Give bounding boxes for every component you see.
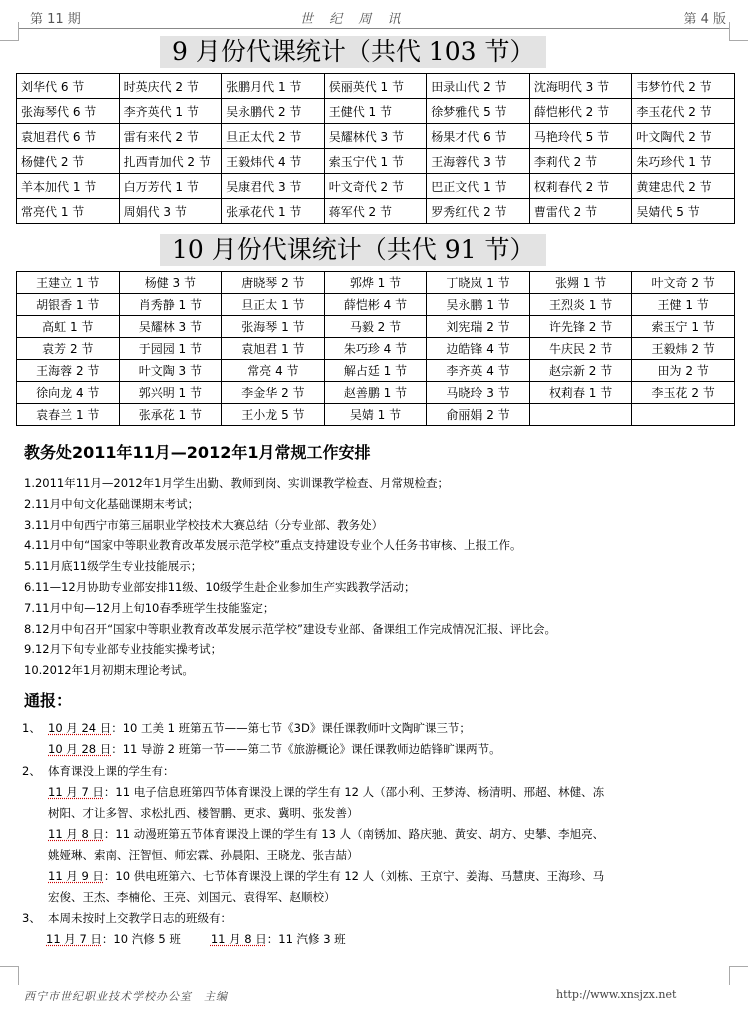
- table-cell: 叶文奇 2 节: [632, 272, 735, 294]
- table-cell: 袁春兰 1 节: [17, 404, 120, 426]
- table-cell: 旦正太代 2 节: [222, 124, 325, 149]
- date: 11 月 7 日: [48, 785, 104, 799]
- september-title: 9 月份代课统计（共代 103 节）: [160, 36, 546, 68]
- table-cell: 张海琴代 6 节: [17, 99, 120, 124]
- table-cell: 边皓锋 4 节: [427, 338, 530, 360]
- table-cell: 薛恺彬 4 节: [324, 294, 427, 316]
- table-cell: 牛庆民 2 节: [529, 338, 632, 360]
- table-cell: 王建立 1 节: [17, 272, 120, 294]
- notice-text: 本周未按时上交教学日志的班级有：: [48, 911, 232, 925]
- table-row: [17, 338, 735, 360]
- table-cell: 吴婧 1 节: [324, 404, 427, 426]
- october-title: 10 月份代课统计（共代 91 节）: [160, 234, 546, 266]
- table-row: [17, 382, 735, 404]
- website-url: http://www.xnsjzx.net: [556, 988, 677, 1001]
- date: 11 月 8 日: [48, 827, 104, 841]
- table-cell: 曹雷代 2 节: [529, 199, 632, 224]
- work-plan-list: [24, 473, 724, 681]
- table-cell: 蒋军代 2 节: [324, 199, 427, 224]
- table-cell: 索玉宁代 1 节: [324, 149, 427, 174]
- crop-mark-bottom-left: [0, 966, 19, 985]
- table-cell: [529, 404, 632, 426]
- table-row: [17, 74, 735, 99]
- page-number: 第 4 版: [683, 12, 726, 27]
- table-cell: 吴康君代 3 节: [222, 174, 325, 199]
- table-cell: 黄建忠代 2 节: [632, 174, 735, 199]
- notice-line: [22, 910, 232, 926]
- table-cell: 胡银香 1 节: [17, 294, 120, 316]
- table-cell: 李玉花 2 节: [632, 382, 735, 404]
- header-rule: [18, 28, 730, 29]
- table-cell: 时英庆代 2 节: [119, 74, 222, 99]
- item-number: 2、: [22, 764, 41, 778]
- table-cell: 马晓玲 3 节: [427, 382, 530, 404]
- table-cell: 杨健代 2 节: [17, 149, 120, 174]
- table-cell: 王毅炜代 4 节: [222, 149, 325, 174]
- table-cell: 张海琴 1 节: [222, 316, 325, 338]
- list-item: 3.11月中旬西宁市第三届职业学校技术大赛总结（分专业部、教务处）: [24, 517, 384, 532]
- table-cell: 王健 1 节: [632, 294, 735, 316]
- table-cell: 羊本加代 1 节: [17, 174, 120, 199]
- table-cell: 扎西青加代 2 节: [119, 149, 222, 174]
- table-cell: 杨果才代 6 节: [427, 124, 530, 149]
- table-cell: 叶文奇代 2 节: [324, 174, 427, 199]
- table-cell: 吴永鹏代 2 节: [222, 99, 325, 124]
- notice-line: 姚娅琳、索南、汪智恒、师宏霖、孙晨阳、王晓龙、张吉喆）: [48, 848, 359, 862]
- list-item: 5.11月底11级学生专业技能展示；: [24, 559, 203, 574]
- table-cell: 沈海明代 3 节: [529, 74, 632, 99]
- table-cell: 肖秀静 1 节: [119, 294, 222, 316]
- table-cell: 薛恺彬代 2 节: [529, 99, 632, 124]
- table-cell: 袁旭君 1 节: [222, 338, 325, 360]
- table-cell: 解占廷 1 节: [324, 360, 427, 382]
- table-cell: 赵善鹏 1 节: [324, 382, 427, 404]
- editor-credit: 西宁市世纪职业技术学校办公室 主编: [24, 990, 228, 1003]
- table-cell: 常亮 4 节: [222, 360, 325, 382]
- table-row: [17, 360, 735, 382]
- table-cell: 马毅 2 节: [324, 316, 427, 338]
- crop-mark-top-right: [729, 22, 748, 41]
- notice-text: ：10 工美 1 班第五节——第七节《3D》课任课教师叶文陶旷课三节；: [111, 721, 471, 735]
- table-row: [17, 404, 735, 426]
- notice-line: 树阳、才让多智、求松扎西、楼智鹏、更求、冀明、张发善）: [48, 806, 359, 820]
- date: 11 月 9 日: [48, 869, 104, 883]
- list-item: 10.2012年1月初期末理论考试。: [24, 663, 194, 678]
- table-cell: 王健代 1 节: [324, 99, 427, 124]
- table-cell: 张承花代 1 节: [222, 199, 325, 224]
- table-cell: 高虹 1 节: [17, 316, 120, 338]
- table-cell: 吴耀林 3 节: [119, 316, 222, 338]
- notice-line: [46, 931, 346, 947]
- table-cell: 张翙 1 节: [529, 272, 632, 294]
- table-cell: 刘华代 6 节: [17, 74, 120, 99]
- table-cell: 郭兴明 1 节: [119, 382, 222, 404]
- table-cell: 李齐英 4 节: [427, 360, 530, 382]
- table-cell: 李玉花代 2 节: [632, 99, 735, 124]
- list-item: 2.11月中旬文化基础课期末考试；: [24, 496, 200, 511]
- table-cell: 叶文陶 3 节: [119, 360, 222, 382]
- table-row: [17, 124, 735, 149]
- table-cell: 刘宪瑞 2 节: [427, 316, 530, 338]
- notice-text: ：10 汽修 5 班: [101, 932, 181, 946]
- notice-text: ：11 汽修 3 班: [266, 932, 346, 946]
- table-cell: 朱巧珍代 1 节: [632, 149, 735, 174]
- table-cell: 吴永鹏 1 节: [427, 294, 530, 316]
- table-cell: 巴正文代 1 节: [427, 174, 530, 199]
- table-cell: 马艳玲代 5 节: [529, 124, 632, 149]
- list-item: 8.12月中旬召开“国家中等职业教育改革发展示范学校”建设专业部、备课组工作完成情况汇报、评比会。: [24, 621, 557, 636]
- notice-line: [22, 763, 175, 779]
- list-item: 7.11月中旬—12月上旬10春季班学生技能鉴定；: [24, 600, 275, 615]
- date: 11 月 8 日: [210, 932, 267, 946]
- table-cell: 旦正太 1 节: [222, 294, 325, 316]
- september-substitution-table: [16, 73, 735, 224]
- table-cell: 韦梦竹代 2 节: [632, 74, 735, 99]
- table-row: [17, 272, 735, 294]
- table-cell: 杨健 3 节: [119, 272, 222, 294]
- plan-heading: 教务处2011年11月—2012年1月常规工作安排: [24, 443, 371, 462]
- notice-line: [48, 868, 604, 884]
- notice-line: [48, 784, 604, 800]
- table-cell: 雷有来代 2 节: [119, 124, 222, 149]
- issue-number: 第 11 期: [30, 12, 81, 27]
- table-cell: 郭烨 1 节: [324, 272, 427, 294]
- item-number: 1、: [22, 721, 41, 735]
- table-cell: 侯丽英代 1 节: [324, 74, 427, 99]
- table-cell: 袁芳 2 节: [17, 338, 120, 360]
- table-cell: 权莉春 1 节: [529, 382, 632, 404]
- date: 10 月 24 日: [48, 721, 112, 735]
- table-row: [17, 199, 735, 224]
- table-cell: [632, 404, 735, 426]
- table-cell: 王海蓉代 3 节: [427, 149, 530, 174]
- notice-line: [22, 720, 471, 736]
- table-cell: 田为 2 节: [632, 360, 735, 382]
- table-cell: 徐向龙 4 节: [17, 382, 120, 404]
- table-cell: 吴耀林代 3 节: [324, 124, 427, 149]
- table-cell: 周娟代 3 节: [119, 199, 222, 224]
- table-row: [17, 294, 735, 316]
- table-cell: 徐梦雅代 5 节: [427, 99, 530, 124]
- table-cell: 赵宗新 2 节: [529, 360, 632, 382]
- table-cell: 李齐英代 1 节: [119, 99, 222, 124]
- list-item: 9.12月下旬专业部专业技能实操考试；: [24, 642, 223, 657]
- table-cell: 唐晓琴 2 节: [222, 272, 325, 294]
- table-row: [17, 99, 735, 124]
- table-cell: 罗秀红代 2 节: [427, 199, 530, 224]
- table-cell: 田录山代 2 节: [427, 74, 530, 99]
- crop-mark-bottom-right: [729, 966, 748, 985]
- table-cell: 张承花 1 节: [119, 404, 222, 426]
- list-item: 1.2011年11月—2012年1月学生出勤、教师到岗、实训课教学检查、月常规检查；: [24, 476, 449, 490]
- table-cell: 王海蓉 2 节: [17, 360, 120, 382]
- notice-text: ：11 电子信息班第四节体育课没上课的学生有 12 人（邵小利、王梦涛、杨清明、邢超、林健、冻: [103, 785, 605, 799]
- notice-heading: 通报：: [24, 691, 73, 710]
- date: 11 月 7 日: [46, 932, 102, 946]
- table-cell: 叶文陶代 2 节: [632, 124, 735, 149]
- table-cell: 索玉宁 1 节: [632, 316, 735, 338]
- table-cell: 丁晓岚 1 节: [427, 272, 530, 294]
- notice-text: ：11 导游 2 班第一节——第二节《旅游概论》课任课教师边皓锋旷课两节。: [111, 742, 501, 756]
- table-cell: 张鹏月代 1 节: [222, 74, 325, 99]
- table-cell: 常亮代 1 节: [17, 199, 120, 224]
- table-cell: 李莉代 2 节: [529, 149, 632, 174]
- october-substitution-table: [16, 271, 735, 426]
- table-cell: 王小龙 5 节: [222, 404, 325, 426]
- notice-text: ：11 动漫班第五节体育课没上课的学生有 13 人（南锈加、路庆驰、黄安、胡方、史攀、李旭亮、: [103, 827, 605, 841]
- item-number: 3、: [22, 911, 41, 925]
- list-item: 4.11月中旬“国家中等职业教育改革发展示范学校”重点支持建设专业个人任务书审核、上报工作。: [24, 538, 522, 553]
- table-row: [17, 149, 735, 174]
- table-cell: 许先锋 2 节: [529, 316, 632, 338]
- table-row: [17, 174, 735, 199]
- notice-text: ：10 供电班第六、七节体育课没上课的学生有 12 人（刘栋、王京宁、姜海、马慧庚、王海珍、马: [103, 869, 605, 883]
- table-cell: 袁旭君代 6 节: [17, 124, 120, 149]
- notice-text: 体育课没上课的学生有：: [48, 764, 175, 778]
- table-cell: 王烈炎 1 节: [529, 294, 632, 316]
- list-item: 6.11—12月协助专业部安排11级、10级学生赴企业参加生产实践教学活动；: [24, 579, 416, 594]
- table-cell: 白万芳代 1 节: [119, 174, 222, 199]
- notice-line: 宏俊、王杰、李楠伦、王亮、刘国元、袁得军、赵顺校）: [48, 890, 336, 904]
- crop-mark-top-left: [0, 22, 19, 41]
- table-cell: 朱巧珍 4 节: [324, 338, 427, 360]
- table-cell: 吴婧代 5 节: [632, 199, 735, 224]
- table-row: [17, 316, 735, 338]
- newspaper-name: 世 纪 周 讯: [300, 12, 407, 27]
- table-cell: 王毅炜 2 节: [632, 338, 735, 360]
- table-cell: 李金华 2 节: [222, 382, 325, 404]
- page-footer: [24, 988, 724, 1004]
- page-header: [0, 6, 748, 30]
- date: 10 月 28 日: [48, 742, 112, 756]
- notice-line: [48, 826, 604, 842]
- table-cell: 俞丽娟 2 节: [427, 404, 530, 426]
- table-cell: 于园园 1 节: [119, 338, 222, 360]
- table-cell: 权莉春代 2 节: [529, 174, 632, 199]
- notice-line: [48, 741, 501, 757]
